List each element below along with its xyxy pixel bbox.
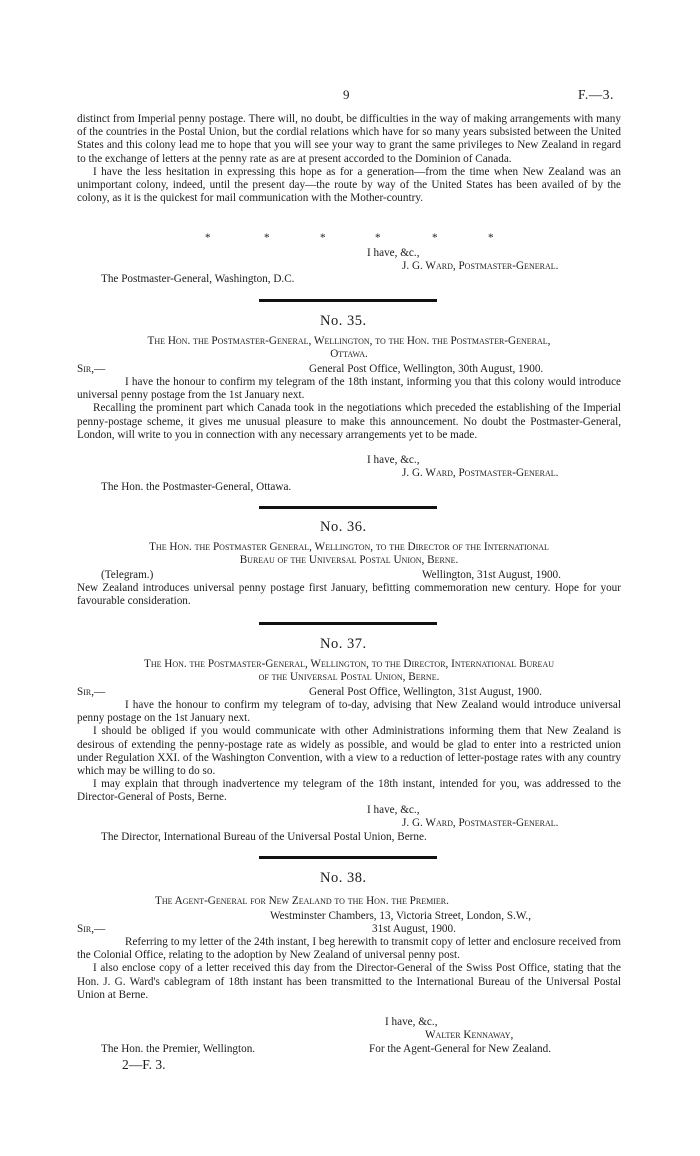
section-rule	[259, 856, 437, 859]
paragraph: distinct from Imperial penny postage. There will, no doubt, be difficulties in the way of making arrangements with many of the countries in the Postal Union, but the cordial relations which have for so many years subsisted between the United States and this colony lead me to hope that you will see your way to grant the same privileges to New Zealand in regard to the exchange of letters at the penny rate as are at present accorded to the Dominion of Canada.	[77, 113, 621, 165]
letter-heading	[77, 541, 621, 567]
letter-body	[77, 376, 621, 442]
closing: I have, &c.,	[367, 247, 420, 259]
page-number: 9	[343, 87, 350, 102]
star: *	[432, 232, 438, 244]
heading-line: The Hon. the Postmaster-General, Wellington, to the Hon. the Postmaster-General,	[147, 335, 551, 347]
signature-title: For the Agent-General for New Zealand.	[369, 1043, 552, 1055]
signature: J. G. Ward, Postmaster-General.	[402, 467, 559, 479]
addressee: The Director, International Bureau of the Universal Postal Union, Berne.	[101, 831, 427, 843]
letter-number: No. 36.	[320, 519, 367, 535]
signature: J. G. Ward, Postmaster-General.	[402, 260, 559, 272]
heading-line: Ottawa.	[330, 348, 368, 361]
letter-heading: The Agent-General for New Zealand to the Hon. the Premier.	[155, 895, 449, 907]
letter-number: No. 38.	[320, 870, 367, 886]
section-rule	[259, 506, 437, 509]
salutation: Sir,—	[77, 923, 106, 935]
star: *	[264, 232, 270, 244]
section-rule	[259, 622, 437, 625]
paragraph: Referring to my letter of the 24th instant, I beg herewith to transmit copy of letter and enclosure received from the Colonial Office, relating to the adoption by New Zealand of universal penny post.	[77, 936, 621, 962]
heading-line: The Hon. the Postmaster-General, Wellington, to the Director, International Bureau	[143, 658, 554, 670]
letter-body	[77, 699, 621, 805]
paragraph: I have the honour to confirm my telegram of the 18th instant, informing you that this colony would introduce universal penny postage from the 1st January next.	[77, 376, 621, 402]
paragraph: Recalling the prominent part which Canada took in the negotiations which preceded the establishing of the Imperial penny-postage scheme, it gives me unusual pleasure to make this announcement. No doubt the Postmaster-General, London, will write to you in connection with any necessary arrangements yet to be made.	[77, 402, 621, 441]
printer-signature-mark: 2—F. 3.	[122, 1057, 166, 1072]
closing: I have, &c.,	[385, 1016, 438, 1028]
letter-date: 31st August, 1900.	[372, 923, 456, 935]
place-date: General Post Office, Wellington, 31st August, 1900.	[309, 686, 542, 698]
paragraph: I should be obliged if you would communicate with other Administrations informing them that New Zealand is desirous of extending the penny-postage rate as widely as possible, and would be glad to enter into a restricted union under Regulation XXI. of the Washington Convention, with a view to a reduction of letter-postage rates with any country which may be willing to do so.	[77, 725, 621, 778]
signature: Walter Kennaway,	[425, 1029, 514, 1041]
sender-address: Westminster Chambers, 13, Victoria Street, London, S.W.,	[270, 910, 531, 922]
paragraph: I also enclose copy of a letter received this day from the Director-General of the Swiss Post Office, stating that the Hon. J. G. Ward's cablegram of 18th instant has been transmitted to the International Bureau of the Universal Postal Union at Berne.	[77, 962, 621, 1001]
letter-number: No. 37.	[320, 636, 367, 652]
omission-stars	[0, 232, 700, 246]
section-rule	[259, 299, 437, 302]
document-reference: F.—3.	[578, 87, 614, 102]
heading-line: Bureau of the Universal Postal Union, Berne.	[239, 554, 459, 567]
telegram-label: (Telegram.)	[101, 569, 154, 581]
heading-line: of the Universal Postal Union, Berne.	[258, 671, 440, 684]
letter-continuation	[77, 113, 621, 205]
salutation: Sir,—	[77, 363, 106, 375]
closing: I have, &c.,	[367, 454, 420, 466]
heading-line: The Hon. the Postmaster General, Wellington, to the Director of the International	[149, 541, 549, 553]
star: *	[205, 232, 211, 244]
star: *	[320, 232, 326, 244]
addressee: The Postmaster-General, Washington, D.C.	[101, 273, 295, 285]
star: *	[488, 232, 494, 244]
paragraph: New Zealand introduces universal penny postage first January, befitting commemoration new century. Hope for your favourable consideration.	[77, 582, 621, 608]
paragraph: I have the less hesitation in expressing this hope as for a generation—from the time when New Zealand was an unimportant colony, indeed, until the present day—the route by way of the United States has been availed of by the colony, as it is the quickest for mail communication with the Mother-country.	[77, 165, 621, 205]
salutation: Sir,—	[77, 686, 106, 698]
star: *	[375, 232, 381, 244]
place-date: General Post Office, Wellington, 30th August, 1900.	[309, 363, 544, 375]
paragraph: I may explain that through inadvertence my telegram of the 18th instant, intended for you, was addressed to the Director-General of Posts, Berne.	[77, 778, 621, 804]
letter-heading	[77, 658, 621, 684]
addressee: The Hon. the Postmaster-General, Ottawa.	[101, 481, 292, 493]
paragraph: I have the honour to confirm my telegram of to-day, advising that New Zealand would introduce universal penny postage on the 1st January next.	[77, 699, 621, 725]
telegram-body	[77, 582, 621, 608]
signature: J. G. Ward, Postmaster-General.	[402, 817, 559, 829]
letter-body	[77, 936, 621, 1002]
place-date: Wellington, 31st August, 1900.	[422, 569, 561, 581]
addressee: The Hon. the Premier, Wellington.	[101, 1043, 256, 1055]
closing: I have, &c.,	[367, 804, 420, 816]
letter-heading	[77, 335, 621, 361]
letter-number: No. 35.	[320, 313, 367, 329]
